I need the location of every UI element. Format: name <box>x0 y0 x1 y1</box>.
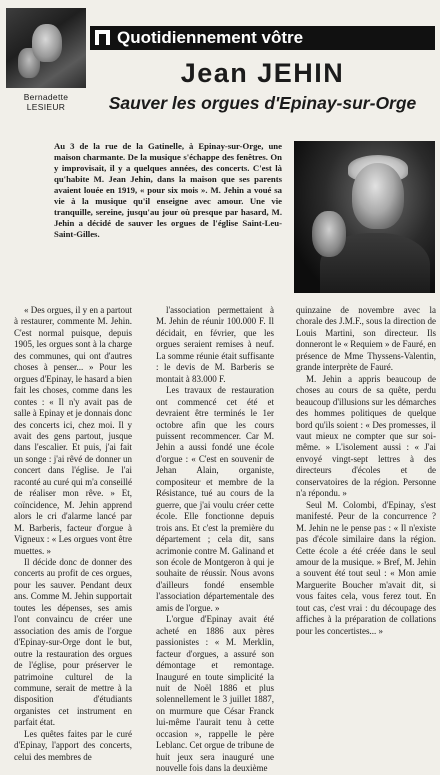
author-photo-face <box>32 24 62 62</box>
article-column-3 <box>296 305 436 637</box>
photo-hand <box>312 211 346 257</box>
column-1-paragraph: Les quêtes faites par le curé d'Epinay, l'apport des concerts, celui des membres de <box>14 728 132 762</box>
column-3-paragraph: M. Jehin a appris beaucoup de choses au cours de sa quête, perdu beaucoup d'illusions sur les démarches des hommes politiques de quelque bord qu'ils soient : « Des promesses, il vaut mieux ne compter que sur soi-même. » L'isolement aussi : « J'ai envoyé vingt-sept lettres à des directeurs d'écoles et de conservatoires de la région. Personne n'a répondu. » <box>296 373 436 499</box>
author-photo <box>6 8 86 88</box>
column-2-paragraph: l'association permettaient à M. Jehin de réunir 100.000 F. Il décidait, en février, que les orgues seraient remises à neuf. La somme réunie était suffisante : le devis de M. Barberis se montait à 83.000 F. <box>156 305 274 384</box>
article-intro: Au 3 de la rue de la Gatinelle, à Epinay-sur-Orge, une maison charmante. De la musique s'échappe des fenêtres. On y improvisait, il y a quelques années, des concerts. C'est là qu'habite M. Jean Jehin, dans la maison que ses parents avaient louée en 1919, « pour six mois ». M. Jehin a voué sa vie à la musique qu'il enseigne avec amour. Une vie tranquille, sereine, jusqu'au jour où presque par hasard, M. Jehin a décidé de sauver les orgues de l'église Saint-Leu-Saint-Gilles. <box>54 141 282 239</box>
article-column-2 <box>156 305 274 775</box>
jean-jehin-photo <box>294 141 435 293</box>
rubric-square-icon <box>95 30 110 45</box>
photo-head <box>352 163 404 229</box>
rubric-title: Quotidiennement vôtre <box>117 28 304 47</box>
column-1-paragraph: Il décide donc de donner des concerts au profit de ces orgues, pour les sauver. Pendant deux ans. Comme M. Jehin supportait toutes les dépenses, ses amis l'ont convaincu de créer une association des amis de l'orgue d'Epinay-sur-Orge dont le but, outre la restauration des orgues de l'église, pour préserver le patrimoine culturel de la commune, serait de mettre à la disposition d'étudiants organistes cet instrument en parfait état. <box>14 556 132 728</box>
column-3-paragraph: quinzaine de novembre avec la chorale des J.M.F., sous la direction de Louis Martini, son directeur. Ils donneront le « Requiem » de Fauré, en présence de Mme Thyssens-Valentin, grande interprète de Fauré. <box>296 305 436 373</box>
rubric-banner <box>90 26 435 50</box>
article-headline: Jean JEHIN <box>180 58 345 88</box>
article-subhead: Sauver les orgues d'Epinay-sur-Orge <box>108 93 417 113</box>
author-first-name: Bernadette <box>23 92 69 102</box>
column-1-paragraph: « Des orgues, il y en a partout à restaurer, commente M. Jehin. C'est normal puisque, depuis 1905, les orgues sont à la charge des communes, qui ont d'autres choses à penser... » Pour les orgues d'Epinay, le hasard a bien fait les choses, comme dans les contes : « Il n'y avait pas de salle à Epinay et je donnais donc des concerts ici, chez moi. Il y avait des gens partout, jusque dans l'escalier. Et puis, j'ai fait un songe : j'ai rêvé de donner un concert dans l'église. Je l'ai raconté au curé qui m'a conseillé de réaliser mon rêve. » Et, coïncidence, M. Jehin apprend alors le cri d'alarme lancé par M. Barberis, facteur d'orgue à Vigneux : « Les orgues vont être muettes. » <box>14 305 132 556</box>
author-last-name: LESIEUR <box>26 102 66 112</box>
article-column-1 <box>14 305 132 763</box>
column-3-paragraph: Seul M. Colombi, d'Epinay, s'est manifesté. Peur de la concurrence ? M. Jehin ne le pense pas : « Il n'existe pas d'école similaire dans la région. Cette école a été créée dans le seul amour de la musique. » Bref, M. Jehin a souvent été tout seul : « Mon amie Marguerite Boucher m'avait dit, si vous faites cela, vous ferez tout. En tout cas, c'est vrai : du découpage des affiches à la préparation de collations pour les concertistes... » <box>296 499 436 636</box>
author-byline <box>6 92 86 112</box>
column-2-paragraph: Les travaux de restauration ont commencé cet été et devraient être terminés le 1er octobre afin que les cours puissent recommencer. Car M. Jehin a aussi fondé une école d'orgue : « C'est en souvenir de Jehan Alain, organiste, compositeur et membre de la Résistance, tué au cours de la guerre, que j'ai voulu créer cette école. Elle fonctionne depuis trois ans. Et c'est la première du département ; cela dit, sans acrimonie contre M. Galinand et son école de Montgeron à qui je souhaite de réussir. Nous avons d'ailleurs fondé ensemble l'association départementale des amis de l'orgue. » <box>156 385 274 613</box>
column-2-paragraph: L'orgue d'Epinay avait été acheté en 1886 aux pères passionistes : « M. Merklin, facteur d'orgues, a assuré son démontage et remontage. Inauguré en toute simplicité la nuit de Noël 1886 et plus solennellement le 3 juillet 1887, on murmure que César Franck lui-même l'aurait tenu à cette occasion », rappelle le père Leblanc. Cet orgue de tribune de huit jeux sera inauguré une nouvelle fois dans la deuxième <box>156 614 274 774</box>
